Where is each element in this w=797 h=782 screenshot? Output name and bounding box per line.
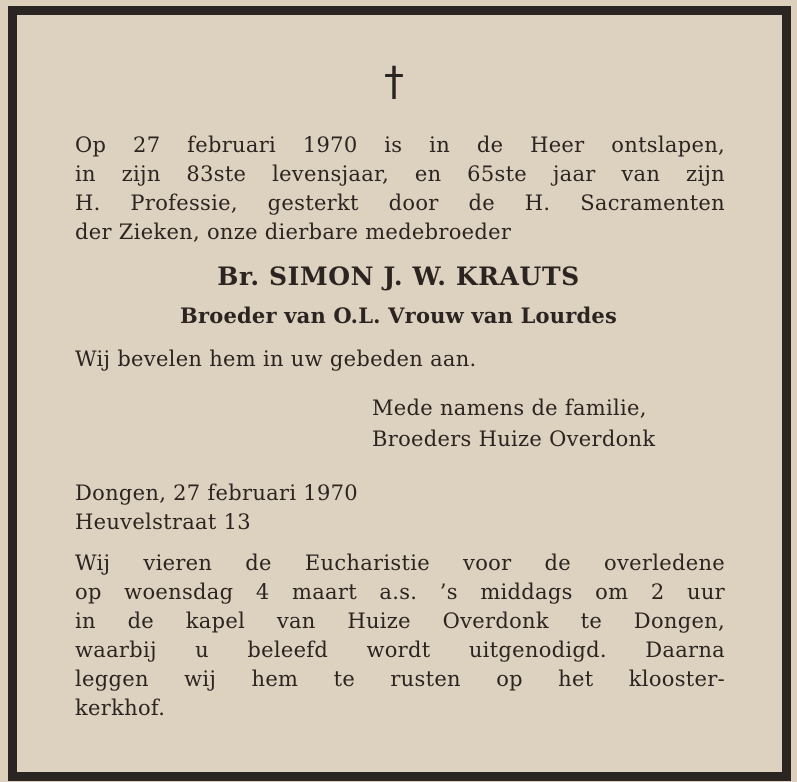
signature-line-1: Mede namens de familie,: [372, 396, 647, 420]
service-paragraph: [75, 549, 725, 723]
service-line-2: op woensdag 4 maart a.s. ’s middags om 2 uur: [75, 580, 725, 604]
prayer-request-text: Wij bevelen hem in uw gebeden aan.: [75, 347, 477, 371]
intro-line-2: in zijn 83ste levensjaar, en 65ste jaar van zijn: [75, 162, 725, 186]
address: Heuvelstraat 13: [75, 510, 251, 534]
signature-line-2: Broeders Huize Overdonk: [372, 427, 656, 451]
service-line-5: leggen wij hem te rusten op het klooster-: [75, 667, 725, 691]
prayer-request: [75, 345, 477, 374]
deceased-name: Br. SIMON J. W. KRAUTS: [217, 262, 580, 291]
place-date-block: [75, 479, 358, 537]
intro-line-1: Op 27 februari 1970 is in de Heer ontslapen,: [75, 133, 725, 157]
service-line-4: waarbij u beleefd wordt uitgenodigd. Daarna: [75, 638, 725, 662]
signature-block: [372, 393, 655, 455]
intro-paragraph: [75, 131, 725, 247]
congregation-name: Broeder van O.L. Vrouw van Lourdes: [180, 303, 617, 328]
service-line-1: Wij vieren de Eucharistie voor de overledene: [75, 551, 725, 575]
service-line-6: kerkhof.: [75, 696, 166, 720]
cross-icon: †: [384, 59, 404, 105]
service-line-3: in de kapel van Huize Overdonk te Dongen,: [75, 609, 725, 633]
place-date: Dongen, 27 februari 1970: [75, 481, 358, 505]
intro-line-4: der Zieken, onze dierbare medebroeder: [75, 220, 512, 244]
intro-line-3: H. Professie, gesterkt door de H. Sacramenten: [75, 191, 725, 215]
